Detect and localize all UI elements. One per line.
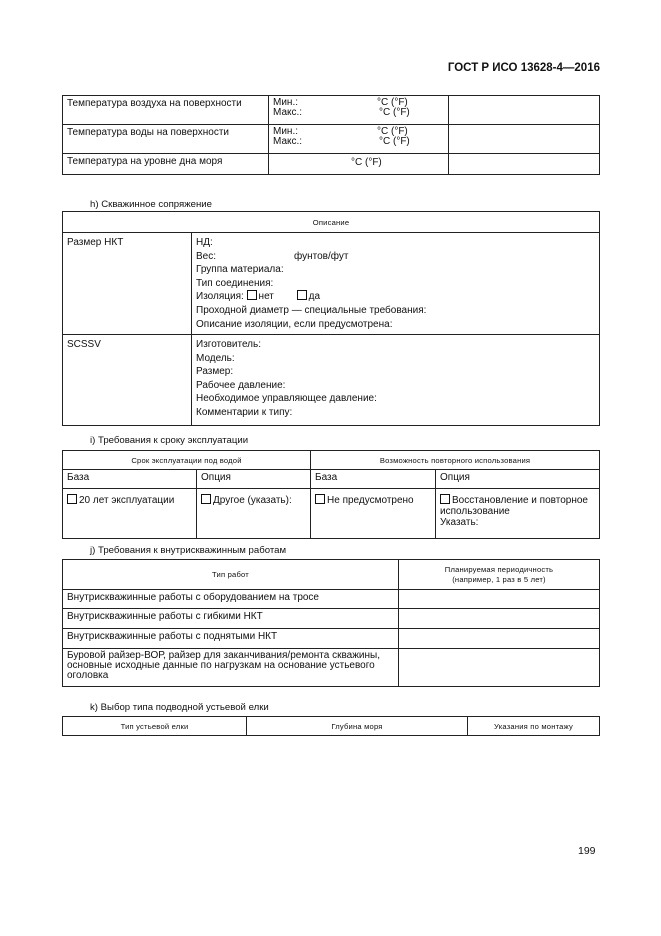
table-row: [63, 649, 600, 687]
riser-line-2: основные исходные данные по нагрузкам на основание устьевого: [67, 660, 375, 671]
size-field: Размер:: [196, 366, 234, 378]
insulation-no-label: нет: [258, 291, 274, 303]
blank-cell: [449, 154, 600, 175]
life-20-years-checkbox[interactable]: [67, 494, 77, 504]
control-pressure-field: Необходимое управляющее давление:: [196, 393, 377, 405]
value-cell: [269, 154, 449, 175]
tree-type-header: Тип устьевой елки: [63, 717, 247, 736]
refurbish-cell: [436, 489, 600, 539]
blank-cell: [449, 96, 600, 125]
weight-unit: фунтов/фут: [294, 250, 349, 262]
insulation-description-field: Описание изоляции, если предусмотрена:: [196, 318, 393, 330]
manufacturer-field: Изготовитель:: [196, 339, 261, 350]
insulation-yes-checkbox[interactable]: [297, 290, 307, 300]
tubing-details: [192, 233, 600, 335]
document-header: ГОСТ Р ИСО 13628-4—2016: [447, 62, 600, 74]
service-life-table: [62, 450, 600, 539]
section-i-title: i) Требования к сроку эксплуатации: [90, 435, 249, 446]
life-other-label: Другое (указать):: [213, 495, 292, 506]
section-k-title: k) Выбор типа подводной устьевой елки: [90, 702, 269, 713]
row-label: Температура на уровне дна моря: [63, 154, 269, 175]
intervention-table: [62, 559, 600, 687]
life-20-years-label: 20 лет эксплуатации: [79, 495, 175, 506]
table-row: [63, 96, 600, 125]
max-label: Макс.:: [273, 136, 303, 147]
period-header-line1: Планируемая периодичность: [444, 564, 554, 574]
unit-sea-floor: °C (°F): [351, 157, 382, 168]
model-field: Модель:: [196, 352, 235, 364]
refurbish-label: Восстановление и повторное использование: [440, 495, 588, 517]
wireline-work-label: Внутрискважинные работы с оборудованием на тросе: [63, 590, 399, 609]
description-header: Описание: [63, 212, 600, 233]
unit-max: °C (°F): [379, 136, 410, 147]
tubing-size-label: Размер НКТ: [63, 233, 192, 335]
row-label: Температура воздуха на поверхности: [63, 96, 269, 125]
table-header-row: [63, 560, 600, 590]
base-col-header: База: [311, 470, 436, 489]
period-cell: [399, 590, 600, 609]
weight-field: [196, 250, 595, 264]
reuse-none-label: Не предусмотрено: [327, 495, 414, 506]
table-header-row: [63, 717, 600, 736]
max-label: Макс.:: [273, 107, 303, 118]
nd-field: НД:: [196, 237, 213, 248]
reuse-none-cell: [311, 489, 436, 539]
specify-label: Указать:: [440, 517, 479, 528]
reuse-none-checkbox[interactable]: [315, 494, 325, 504]
insulation-no-checkbox[interactable]: [247, 290, 257, 300]
base-col-header: База: [63, 470, 197, 489]
type-comments-field: Комментарии к типу:: [196, 406, 293, 418]
riser-work-label: [63, 649, 399, 687]
coiled-tubing-work-label: Внутрискважинные работы с гибкими НКТ: [63, 609, 399, 629]
subsea-life-header: Срок эксплуатации под водой: [63, 451, 311, 470]
table-row: [63, 489, 600, 539]
unit-max: °C (°F): [379, 107, 410, 118]
period-cell: [399, 649, 600, 687]
working-pressure-field: Рабочее давление:: [196, 379, 286, 391]
period-header: [399, 560, 600, 590]
life-other-cell: [197, 489, 311, 539]
tree-selection-table: [62, 716, 600, 736]
life-other-checkbox[interactable]: [201, 494, 211, 504]
table-header-row: [63, 451, 600, 470]
table-header-row: [63, 212, 600, 233]
bore-field: Проходной диаметр — специальные требования:: [196, 304, 427, 316]
scssv-details: [192, 335, 600, 426]
section-j-title: j) Требования к внутрискважинным работам: [90, 545, 287, 556]
table-row: [63, 335, 600, 426]
value-cell: [269, 96, 449, 125]
refurbish-checkbox[interactable]: [440, 494, 450, 504]
insulation-label: Изоляция:: [196, 291, 244, 303]
insulation-field: [196, 290, 595, 304]
table-row: [63, 125, 600, 154]
scssv-label: SCSSV: [63, 335, 192, 426]
row-label: Температура воды на поверхности: [63, 125, 269, 154]
blank-cell: [449, 125, 600, 154]
reuse-header: Возможность повторного использования: [311, 451, 600, 470]
table-row: [63, 154, 600, 175]
riser-line-1: Буровой райзер-ВОР, райзер для заканчивания/ремонта скважины,: [67, 650, 380, 661]
min-label: Мин.:: [273, 126, 298, 137]
material-field: Группа материала:: [196, 264, 284, 276]
installation-notes-header: Указания по монтажу: [468, 717, 600, 736]
weight-label: Вес:: [196, 250, 217, 262]
section-h-title: h) Скважинное сопряжение: [90, 199, 212, 210]
period-cell: [399, 609, 600, 629]
table-row: [63, 470, 600, 489]
period-cell: [399, 629, 600, 649]
water-depth-header: Глубина моря: [247, 717, 468, 736]
insulation-yes-label: да: [308, 291, 321, 303]
unit-min: °C (°F): [377, 97, 408, 108]
pulled-tubing-work-label: Внутрискважинные работы с поднятыми НКТ: [63, 629, 399, 649]
climate-table: [62, 95, 600, 175]
life-20-years-cell: [63, 489, 197, 539]
work-type-header: Тип работ: [63, 560, 399, 590]
page-number: 199: [578, 845, 596, 857]
table-row: [63, 233, 600, 335]
unit-min: °C (°F): [377, 126, 408, 137]
option-col-header: Опция: [436, 470, 600, 489]
value-cell: [269, 125, 449, 154]
table-row: [63, 629, 600, 649]
option-col-header: Опция: [197, 470, 311, 489]
riser-line-3: оголовка: [67, 670, 109, 681]
period-header-line2: (например, 1 раз в 5 лет): [452, 574, 546, 584]
connection-field: Тип соединения:: [196, 277, 274, 289]
well-interface-table: [62, 211, 600, 426]
table-row: [63, 609, 600, 629]
min-label: Мин.:: [273, 97, 298, 108]
table-row: [63, 590, 600, 609]
